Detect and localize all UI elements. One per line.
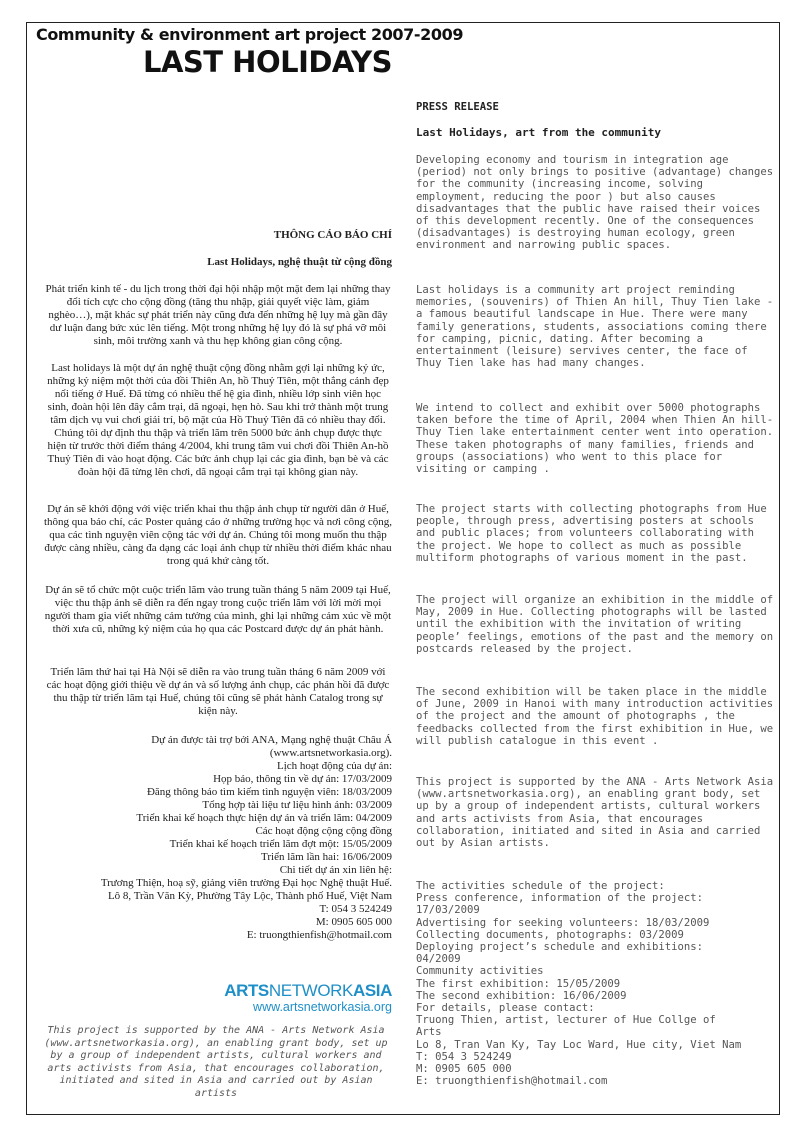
- en-footer-line: 17/03/2009: [416, 904, 480, 917]
- vn-footer-line: Tổng hợp tài liệu tư liệu hình ảnh: 03/2009: [202, 799, 392, 811]
- vn-paragraph: Triển lãm thứ hai tại Hà Nội sẽ diễn ra vào trung tuần tháng 6 năm 2009 với các hoạt động giới thiệu về dự án và số lượng ảnh chụp, các phản hồi đã được thu thập từ triển lãm tại Huế, chúng tôi cũng sẽ phát hành Catalog trong sự kiện này.: [46, 666, 390, 717]
- vn-paragraph: Last holidays là một dự án nghệ thuật cộng đồng nhằm gợi lại những ký ức, những kỷ niệm một thời của đồi Thiên An, hồ Thuỷ Tiên, một thắng cảnh đẹp nổi tiếng ở Huế. Đã từng có nhiều thế hệ gia đình, nhiều lớp sinh viên học sinh, đoàn hội lên đây cắm trại, dã ngoại, hẹn hò. Sau khi trở thành một trung tâm dịch vụ vui chơi giải trí, bộ mặt của Hồ Thuỷ Tiên đã có nhiều thay đổi. Chúng tôi dự định thu thập và triển lãm trên 5000 bức ảnh chụp được thực hiện từ trước thời điểm tháng 4/2004, khi trung tâm vui chơi đồi Thiên An-hồ Thuỷ Tiên đi vào hoạt động. Các bức ảnh chụp lại các gia đình, bạn bè và các đoàn hội đã từng lên chơi, dã ngoại cắm trại tại không gian này.: [47, 362, 389, 478]
- en-press-release-label: PRESS RELEASE: [416, 101, 499, 113]
- en-footer-line: Advertising for seeking volunteers: 18/03/2009: [416, 916, 710, 929]
- en-paragraph: This project is supported by the ANA - Arts Network Asia (www.artsnetworkasia.org), an enabling grant body, set up by a group of independent artists, cultural workers and arts activists from Asia, that encourages collaboration, initiated and sited in Asia and carried out by Asian artists.: [416, 776, 774, 850]
- vn-footer-line: E: truongthienfish@hotmail.com: [246, 929, 392, 941]
- en-footer-line: Press conference, information of the project:: [416, 892, 704, 905]
- en-footer-line: Collecting documents, photographs: 03/2009: [416, 928, 684, 941]
- vn-footer-line: T: 054 3 524249: [319, 903, 392, 915]
- vn-footer-line: Triển khai kế hoạch triển lãm đợt một: 15/05/2009: [169, 838, 392, 850]
- en-paragraph: We intend to collect and exhibit over 5000 photographs taken before the time of April, 2004 when Thien An hill-Thuy Tien lake entertainment center went into operation. These taken photographs of many families, friends and groups (associations) who went to this place for visiting or camping .: [416, 402, 774, 476]
- en-footer-line: The first exhibition: 15/05/2009: [416, 977, 621, 990]
- en-footer-line: M: 0905 605 000: [416, 1063, 512, 1076]
- vn-paragraph: Dự án sẽ khởi động với việc triển khai thu thập ảnh chụp từ người dân ở Huế, thông qua báo chí, các Poster quảng cáo ở những trường học và nơi công cộng, qua các tình nguyện viên cộng tác với dự án. Chúng tôi mong muốn thu thập được càng nhiều, càng đa dạng các loại ảnh chụp từ nhiều thời điểm khác nhau trong quá khứ càng tốt.: [44, 503, 392, 567]
- vn-paragraph: Dự án sẽ tổ chức một cuộc triển lãm vào trung tuần tháng 5 năm 2009 tại Huế, việc thu thập ảnh sẽ diễn ra đến ngay trong cuộc triển lãm với lời mời mọi người tham gia viết những cảm tưởng của mình, ghi lại những cảm xúc về một thời xưa cũ, những kỷ niệm của họ qua các Postcard được dự án phát hành.: [44, 584, 392, 635]
- vn-footer-line: Dự án được tài trợ bởi ANA, Mạng nghệ thuật Châu Á: [151, 734, 392, 746]
- en-footer-line: Deploying project’s schedule and exhibitions:: [416, 941, 704, 954]
- en-footer-line: For details, please contact:: [416, 1002, 595, 1015]
- vn-contact-block: [44, 734, 392, 942]
- en-footer-line: Community activities: [416, 965, 544, 978]
- project-subtitle: Community & environment art project 2007-2009: [36, 25, 464, 44]
- en-footer-line: Arts: [416, 1026, 442, 1039]
- project-title: LAST HOLIDAYS: [142, 45, 392, 79]
- vn-footer-line: (www.artsnetworkasia.org).: [269, 747, 392, 759]
- logo-wordmark: ARTSNETWORKASIA: [224, 981, 392, 1000]
- vn-paragraph: Phát triển kinh tế - du lịch trong thời đại hội nhập một mặt đem lại những thay đổi tích cực cho cộng đồng (tăng thu nhập, giải quyết việc làm, giảm nghèo…), mặt khác sự phát triển này cũng đưa đến những hệ lụy mà gần đây dư luận đang bức xúc lên tiếng. Một trong những hệ lụy đó là sự phá vỡ môi sinh, môi trường xanh và thu hẹp không gian công cộng.: [45, 283, 391, 347]
- vn-footer-line: M: 0905 605 000: [315, 916, 392, 928]
- en-paragraph: The project starts with collecting photographs from Hue people, through press, advertising posters at schools and public places; from volunteers collaborating with the project. We hope to collect as much as possible multiform photographs of various moment in the past.: [416, 503, 767, 564]
- logo-url: www.artsnetworkasia.org: [253, 1000, 392, 1014]
- en-footer-line: The activities schedule of the project:: [416, 880, 665, 892]
- vn-press-release-subtitle: Last Holidays, nghệ thuật từ cộng đồng: [207, 256, 392, 268]
- support-note: This project is supported by the ANA - Arts Network Asia (www.artsnetworkasia.org), an enabling grant body, set up by a group of independent artists, cultural workers and arts activists from Asia, that encourages collaboration, initiated and sited in Asia and carried out by Asian artists: [44, 1025, 388, 1099]
- vn-footer-line: Lô 8, Trần Văn Kỳ, Phường Tây Lộc, Thành phố Huế, Việt Nam: [107, 890, 392, 902]
- vn-footer-line: Trương Thiện, hoạ sỹ, giảng viên trường Đại học Nghệ thuật Huế.: [100, 877, 392, 889]
- vn-footer-line: Triển lãm lần hai: 16/06/2009: [261, 851, 392, 863]
- en-paragraph: The project will organize an exhibition in the middle of May, 2009 in Hue. Collecting photographs will be lasted until the exhibition with the invitation of writing people’ feelings, emotions of the past and the memory on postcards released by the project.: [416, 594, 774, 655]
- vn-press-release-title: THÔNG CÁO BÁO CHÍ: [273, 229, 392, 241]
- en-headline: Last Holidays, art from the community: [416, 126, 662, 139]
- en-footer-line: Truong Thien, artist, lecturer of Hue Collge of: [416, 1014, 716, 1027]
- en-paragraph: The second exhibition will be taken place in the middle of June, 2009 in Hanoi with many introduction activities of the project and the amount of photographs , the feedbacks collected from the first exhibition in Hue, we will publish catalogue in this event .: [416, 686, 774, 747]
- arts-network-asia-logo: [210, 982, 392, 1015]
- vn-footer-line: Triển khai kế hoạch thực hiện dự án và triển lãm: 04/2009: [136, 812, 392, 824]
- vn-footer-line: Các hoạt động cộng cộng đồng: [255, 825, 392, 837]
- en-footer-line: E: truongthienfish@hotmail.com: [416, 1075, 608, 1088]
- en-paragraph: Developing economy and tourism in integration age (period) not only brings to positive (advantage) changes for the community (increasing income, solving employment, reducing the poor ) but also causes disadvantages that the public have raised their voices of this development recently. One of the consequences (disadvantages) is destroying human ecology, green environment and narrowing public spaces.: [416, 154, 774, 252]
- en-contact-block: [416, 880, 776, 1087]
- en-footer-line: 04/2009: [416, 953, 461, 966]
- en-footer-line: Lo 8, Tran Van Ky, Tay Loc Ward, Hue city, Viet Nam: [416, 1038, 742, 1051]
- vn-footer-line: Họp báo, thông tin về dự án: 17/03/2009: [213, 773, 392, 785]
- vn-footer-line: Đăng thông báo tìm kiếm tình nguyện viên: 18/03/2009: [146, 786, 392, 798]
- vn-footer-line: Lịch hoạt động của dự án:: [276, 760, 392, 772]
- en-footer-line: The second exhibition: 16/06/2009: [416, 989, 627, 1002]
- vn-footer-line: Chi tiết dự án xin liên hệ:: [279, 864, 392, 876]
- en-footer-line: T: 054 3 524249: [416, 1050, 512, 1063]
- en-paragraph: Last holidays is a community art project reminding memories, (souvenirs) of Thien An hill, Thuy Tien lake - a famous beautiful landscape in Hue. There were many family generations, students, associations coming there for camping, picnic, dating. After becoming a entertainment (leisure) servives center, the face of Thuy Tien lake has had many changes.: [416, 284, 774, 370]
